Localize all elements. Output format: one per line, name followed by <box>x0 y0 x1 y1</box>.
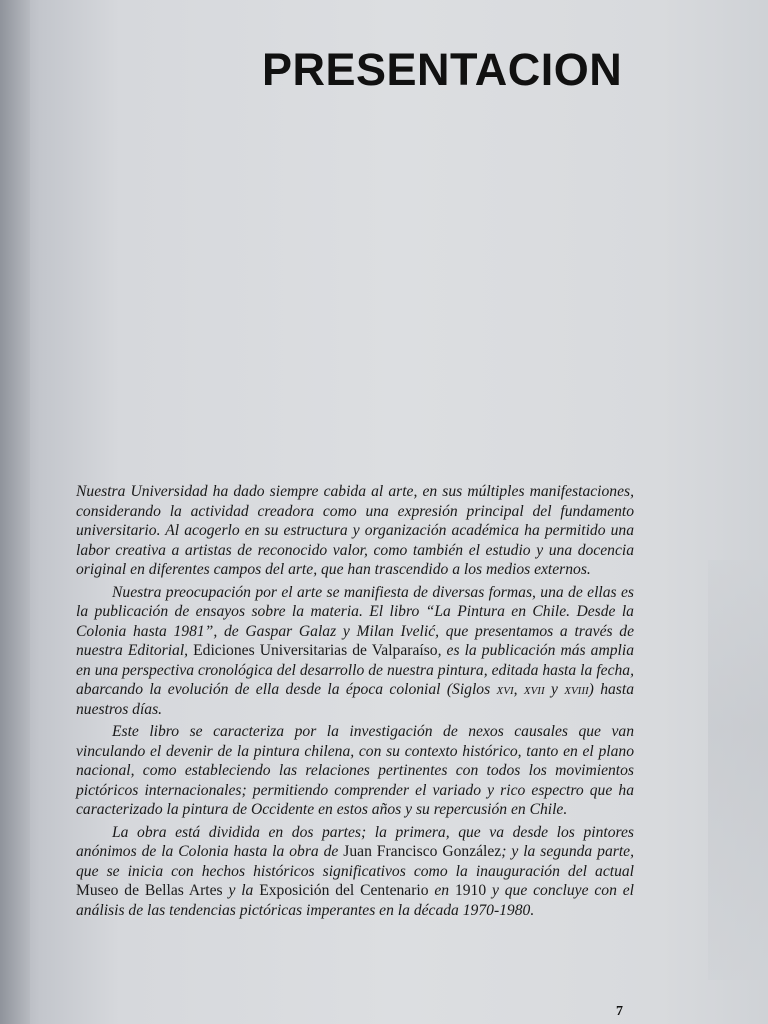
text-run: Nuestra Universidad ha dado siempre cabida al arte, en sus múltiples manifestaciones, considerando la actividad creadora como una expresión principal del fundamento universitario. Al acogerlo en su estructura y organización académica ha permitido una labor creativa a artistas de reconocido valor, como también el estudio y una docencia original en diferentes campos del arte, que han trascendido a los medios externos. <box>76 483 634 578</box>
paragraph-2 <box>76 583 634 720</box>
text-run: ) hasta nuestros días. <box>76 681 634 718</box>
text-run: , de Gaspar Galaz y Milan Ivelić, que presentamos a través de nuestra Editorial, <box>76 622 634 659</box>
text-run: xviii <box>564 681 589 698</box>
paragraph-1 <box>76 482 634 580</box>
text-run: , es la publicación más amplia en una perspectiva cronológica del desarrollo de nuestra pintura, editada hasta la fecha, abarcando la evolución de ella desde la época colonial (Siglos <box>76 642 634 698</box>
page-edge-shadow <box>708 560 768 980</box>
page-number: 7 <box>616 1004 623 1019</box>
text-run: y que concluye con el análisis de las tendencias pictóricas imperantes en la década 1970-1980. <box>76 882 634 919</box>
text-run: La obra está dividida en dos partes; la primera, que va desde los pintores anónimos de la Colonia hasta la obra de <box>76 823 634 860</box>
text-run: xvi, xvii <box>496 681 545 698</box>
text-run: Museo de Bellas Artes <box>76 882 223 899</box>
text-run: Ediciones Universitarias de Valparaíso <box>193 642 438 659</box>
text-run: “La Pintura en Chile. Desde la Colonia hasta 1981” <box>76 603 634 640</box>
paragraph-4 <box>76 823 634 921</box>
body-text <box>76 482 634 923</box>
paragraph-3 <box>76 722 634 820</box>
text-run: Exposición del Centenario <box>259 882 429 899</box>
text-run: y <box>544 681 565 698</box>
text-run: Nuestra preocupación por el arte se manifiesta de diversas formas, una de ellas es la publicación de ensayos sobre la materia. El libro <box>76 583 634 620</box>
text-run: 1910 <box>454 882 487 899</box>
page-title: PRESENTACION <box>262 44 623 95</box>
text-run: Juan Francisco González <box>343 843 502 860</box>
text-run: Este libro se caracteriza por la investigación de nexos causales que van vinculando el devenir de la pintura chilena, con su contexto histórico, tanto en el plano nacional, como estableciendo las relaciones pertinentes con todos los movimientos pictóricos internacionales; permitiendo comprender el variado y rico espectro que ha caracterizado la pintura de Occidente en estos años y su repercusión en Chile. <box>76 723 634 818</box>
text-run: y la <box>222 882 260 899</box>
text-run: en <box>428 882 455 899</box>
text-run: ; y la segunda parte, que se inicia con hechos históricos significativos como la inauguración del actual <box>76 843 634 880</box>
